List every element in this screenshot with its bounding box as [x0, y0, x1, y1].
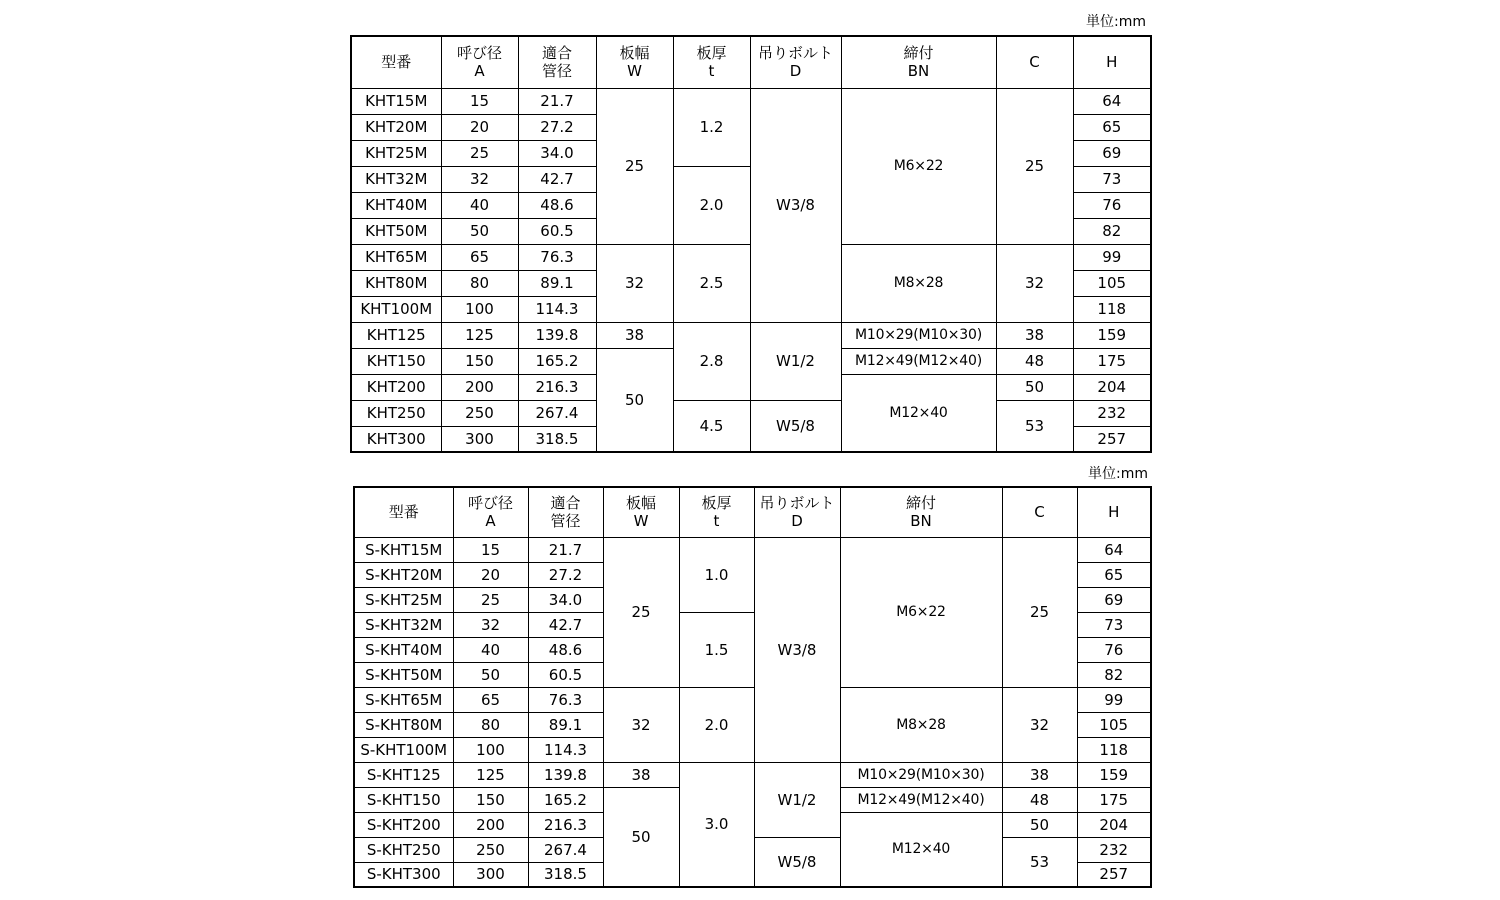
- cell-bn: M12×49(M12×40): [840, 787, 1002, 812]
- header-bn: [841, 36, 996, 88]
- cell-model: KHT150: [351, 348, 441, 374]
- header-bolt: [754, 487, 840, 537]
- header-bn-line2: BN: [907, 62, 930, 81]
- cell-model: KHT20M: [351, 114, 441, 140]
- header-bolt-line1: 吊りボルト: [759, 494, 835, 513]
- cell-c: 53: [996, 400, 1073, 452]
- cell-bolt: W1/2: [750, 322, 841, 400]
- cell-h: 69: [1073, 140, 1151, 166]
- cell-width: 25: [596, 88, 673, 244]
- table-row: [351, 322, 1151, 348]
- cell-nominal: 20: [441, 114, 518, 140]
- spec-table-s-kht: [353, 486, 1152, 888]
- cell-nominal: 200: [441, 374, 518, 400]
- cell-h: 204: [1073, 374, 1151, 400]
- cell-bn: M6×22: [841, 88, 996, 244]
- cell-bolt: W3/8: [754, 537, 840, 762]
- table-row: [351, 88, 1151, 114]
- header-bn-line1: 締付: [905, 494, 936, 513]
- cell-h: 204: [1077, 812, 1151, 837]
- cell-model: S-KHT40M: [354, 637, 453, 662]
- header-pipe-line2: 管径: [550, 512, 581, 531]
- cell-pipe: 21.7: [518, 88, 596, 114]
- header-pipe-line1: 適合: [550, 494, 581, 513]
- header-nominal: [441, 36, 518, 88]
- cell-model: S-KHT15M: [354, 537, 453, 562]
- cell-h: 257: [1073, 426, 1151, 452]
- cell-nominal: 25: [441, 140, 518, 166]
- header-width-line1: 板幅: [625, 494, 656, 513]
- cell-c: 48: [996, 348, 1073, 374]
- cell-width: 38: [596, 322, 673, 348]
- header-thickness: [679, 487, 754, 537]
- cell-nominal: 80: [441, 270, 518, 296]
- unit-label: 単位:mm: [1088, 466, 1148, 482]
- cell-h: 118: [1073, 296, 1151, 322]
- header-width-line2: W: [627, 62, 642, 81]
- cell-model: KHT80M: [351, 270, 441, 296]
- table-row: [354, 762, 1151, 787]
- header-pipe: [528, 487, 603, 537]
- cell-nominal: 80: [453, 712, 528, 737]
- cell-pipe: 34.0: [518, 140, 596, 166]
- cell-c: 48: [1002, 787, 1077, 812]
- cell-c: 53: [1002, 837, 1077, 887]
- cell-model: S-KHT32M: [354, 612, 453, 637]
- cell-h: 175: [1077, 787, 1151, 812]
- cell-width: 38: [603, 762, 679, 787]
- cell-pipe: 48.6: [528, 637, 603, 662]
- cell-pipe: 27.2: [518, 114, 596, 140]
- cell-pipe: 139.8: [518, 322, 596, 348]
- cell-pipe: 76.3: [528, 687, 603, 712]
- cell-pipe: 34.0: [528, 587, 603, 612]
- cell-thickness: 3.0: [679, 762, 754, 887]
- cell-nominal: 250: [441, 400, 518, 426]
- header-bolt: [750, 36, 841, 88]
- header-h: H: [1073, 36, 1151, 88]
- cell-c: 32: [1002, 687, 1077, 762]
- cell-model: KHT100M: [351, 296, 441, 322]
- header-row: [354, 487, 1151, 537]
- header-pipe-line1: 適合: [541, 44, 572, 63]
- cell-bn: M12×49(M12×40): [841, 348, 996, 374]
- header-bolt-line1: 吊りボルト: [757, 44, 833, 63]
- cell-model: KHT32M: [351, 166, 441, 192]
- cell-thickness: 1.0: [679, 537, 754, 612]
- cell-bolt: W5/8: [750, 400, 841, 452]
- cell-pipe: 318.5: [528, 862, 603, 887]
- cell-pipe: 114.3: [518, 296, 596, 322]
- cell-model: KHT15M: [351, 88, 441, 114]
- cell-width: 50: [596, 348, 673, 452]
- cell-width: 32: [603, 687, 679, 762]
- header-row: [351, 36, 1151, 88]
- cell-c: 25: [1002, 537, 1077, 687]
- cell-pipe: 114.3: [528, 737, 603, 762]
- cell-pipe: 318.5: [518, 426, 596, 452]
- cell-model: S-KHT65M: [354, 687, 453, 712]
- cell-model: S-KHT125: [354, 762, 453, 787]
- header-pipe-line2: 管径: [541, 62, 572, 81]
- cell-thickness: 2.0: [673, 166, 750, 244]
- cell-model: KHT65M: [351, 244, 441, 270]
- cell-model: S-KHT250: [354, 837, 453, 862]
- cell-pipe: 27.2: [528, 562, 603, 587]
- cell-nominal: 65: [453, 687, 528, 712]
- header-nominal-line1: 呼び径: [467, 494, 513, 513]
- cell-pipe: 21.7: [528, 537, 603, 562]
- cell-nominal: 200: [453, 812, 528, 837]
- cell-c: 38: [1002, 762, 1077, 787]
- cell-nominal: 300: [441, 426, 518, 452]
- cell-nominal: 15: [453, 537, 528, 562]
- cell-nominal: 125: [453, 762, 528, 787]
- cell-h: 73: [1073, 166, 1151, 192]
- cell-h: 64: [1077, 537, 1151, 562]
- cell-c: 32: [996, 244, 1073, 322]
- cell-bolt: W3/8: [750, 88, 841, 322]
- cell-h: 175: [1073, 348, 1151, 374]
- cell-bn: M8×28: [840, 687, 1002, 762]
- cell-thickness: 2.5: [673, 244, 750, 322]
- table-row: [351, 400, 1151, 426]
- header-nominal-line2: A: [485, 512, 496, 531]
- cell-nominal: 100: [441, 296, 518, 322]
- cell-h: 159: [1073, 322, 1151, 348]
- cell-model: S-KHT200: [354, 812, 453, 837]
- cell-model: KHT25M: [351, 140, 441, 166]
- cell-thickness: 2.0: [679, 687, 754, 762]
- unit-label: 単位:mm: [1086, 14, 1146, 30]
- cell-thickness: 1.2: [673, 88, 750, 166]
- cell-pipe: 48.6: [518, 192, 596, 218]
- cell-h: 82: [1073, 218, 1151, 244]
- spec-table-kht: [350, 35, 1152, 453]
- cell-model: KHT50M: [351, 218, 441, 244]
- cell-pipe: 76.3: [518, 244, 596, 270]
- cell-nominal: 300: [453, 862, 528, 887]
- cell-nominal: 100: [453, 737, 528, 762]
- cell-width: 32: [596, 244, 673, 322]
- cell-model: S-KHT50M: [354, 662, 453, 687]
- cell-nominal: 150: [441, 348, 518, 374]
- cell-h: 76: [1073, 192, 1151, 218]
- cell-h: 65: [1077, 562, 1151, 587]
- cell-h: 73: [1077, 612, 1151, 637]
- cell-c: 50: [1002, 812, 1077, 837]
- cell-h: 257: [1077, 862, 1151, 887]
- cell-model: S-KHT150: [354, 787, 453, 812]
- cell-nominal: 125: [441, 322, 518, 348]
- cell-nominal: 40: [441, 192, 518, 218]
- cell-h: 105: [1077, 712, 1151, 737]
- cell-h: 76: [1077, 637, 1151, 662]
- cell-bn: M12×40: [841, 374, 996, 452]
- cell-pipe: 42.7: [528, 612, 603, 637]
- cell-model: S-KHT25M: [354, 587, 453, 612]
- cell-h: 118: [1077, 737, 1151, 762]
- header-width: [596, 36, 673, 88]
- cell-thickness: 1.5: [679, 612, 754, 687]
- cell-pipe: 89.1: [518, 270, 596, 296]
- cell-pipe: 89.1: [528, 712, 603, 737]
- cell-bn: M10×29(M10×30): [841, 322, 996, 348]
- cell-pipe: 165.2: [518, 348, 596, 374]
- header-bn-line2: BN: [910, 512, 932, 531]
- header-bolt-line2: D: [789, 62, 802, 81]
- cell-h: 64: [1073, 88, 1151, 114]
- cell-model: S-KHT20M: [354, 562, 453, 587]
- cell-pipe: 42.7: [518, 166, 596, 192]
- cell-h: 159: [1077, 762, 1151, 787]
- cell-h: 105: [1073, 270, 1151, 296]
- cell-pipe: 216.3: [528, 812, 603, 837]
- cell-pipe: 60.5: [528, 662, 603, 687]
- cell-h: 65: [1073, 114, 1151, 140]
- table-row: [354, 537, 1151, 562]
- cell-h: 232: [1077, 837, 1151, 862]
- header-thickness-line1: 板厚: [696, 44, 727, 63]
- cell-pipe: 60.5: [518, 218, 596, 244]
- cell-nominal: 40: [453, 637, 528, 662]
- cell-model: S-KHT300: [354, 862, 453, 887]
- header-nominal-line2: A: [474, 62, 485, 81]
- cell-pipe: 216.3: [518, 374, 596, 400]
- cell-bolt: W1/2: [754, 762, 840, 837]
- cell-nominal: 32: [441, 166, 518, 192]
- header-pipe: [518, 36, 596, 88]
- cell-pipe: 165.2: [528, 787, 603, 812]
- header-bolt-line2: D: [791, 512, 803, 531]
- header-bn: [840, 487, 1002, 537]
- cell-model: KHT200: [351, 374, 441, 400]
- header-c: C: [996, 36, 1073, 88]
- header-model: 型番: [351, 36, 441, 88]
- header-h: H: [1077, 487, 1151, 537]
- cell-width: 25: [603, 537, 679, 687]
- header-thickness-line2: t: [708, 62, 715, 81]
- cell-nominal: 50: [441, 218, 518, 244]
- cell-width: 50: [603, 787, 679, 887]
- cell-c: 38: [996, 322, 1073, 348]
- header-nominal-line1: 呼び径: [456, 44, 502, 63]
- cell-c: 25: [996, 88, 1073, 244]
- cell-model: KHT300: [351, 426, 441, 452]
- header-width-line1: 板幅: [619, 44, 650, 63]
- cell-model: KHT125: [351, 322, 441, 348]
- cell-model: S-KHT80M: [354, 712, 453, 737]
- header-width-line2: W: [633, 512, 649, 531]
- cell-pipe: 267.4: [518, 400, 596, 426]
- cell-h: 82: [1077, 662, 1151, 687]
- cell-pipe: 267.4: [528, 837, 603, 862]
- header-model: 型番: [354, 487, 453, 537]
- cell-bn: M12×40: [840, 812, 1002, 887]
- header-thickness-line2: t: [713, 512, 720, 531]
- cell-pipe: 139.8: [528, 762, 603, 787]
- cell-h: 69: [1077, 587, 1151, 612]
- cell-h: 232: [1073, 400, 1151, 426]
- cell-bn: M6×22: [840, 537, 1002, 687]
- cell-thickness: 2.8: [673, 322, 750, 400]
- cell-nominal: 25: [453, 587, 528, 612]
- cell-model: S-KHT100M: [354, 737, 453, 762]
- cell-thickness: 4.5: [673, 400, 750, 452]
- cell-nominal: 50: [453, 662, 528, 687]
- cell-bolt: W5/8: [754, 837, 840, 887]
- cell-model: KHT40M: [351, 192, 441, 218]
- cell-h: 99: [1073, 244, 1151, 270]
- table-row: [354, 687, 1151, 712]
- header-bn-line1: 締付: [903, 44, 934, 63]
- header-nominal: [453, 487, 528, 537]
- header-thickness: [673, 36, 750, 88]
- cell-bn: M8×28: [841, 244, 996, 322]
- cell-model: KHT250: [351, 400, 441, 426]
- cell-c: 50: [996, 374, 1073, 400]
- cell-nominal: 15: [441, 88, 518, 114]
- cell-nominal: 20: [453, 562, 528, 587]
- header-width: [603, 487, 679, 537]
- cell-nominal: 250: [453, 837, 528, 862]
- cell-h: 99: [1077, 687, 1151, 712]
- cell-nominal: 150: [453, 787, 528, 812]
- cell-bn: M10×29(M10×30): [840, 762, 1002, 787]
- header-c: C: [1002, 487, 1077, 537]
- cell-nominal: 32: [453, 612, 528, 637]
- header-thickness-line1: 板厚: [701, 494, 732, 513]
- cell-nominal: 65: [441, 244, 518, 270]
